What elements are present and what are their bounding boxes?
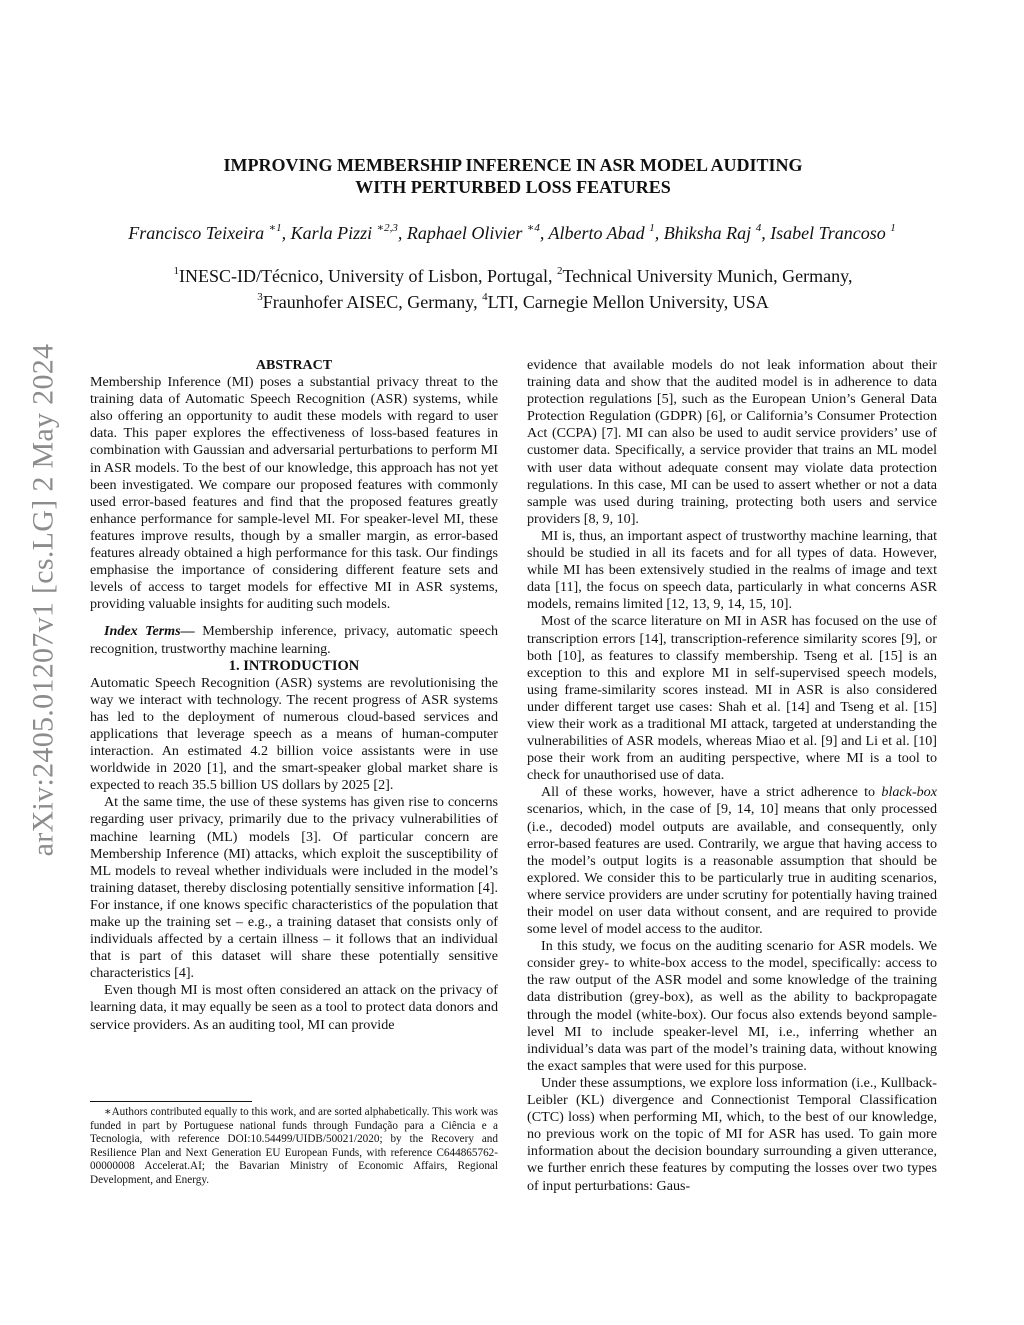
affiliation-inesc: INESC-ID/Técnico, University of Lisbon, Portugal,	[179, 266, 557, 286]
author-affiliation-marker: 1	[890, 222, 896, 234]
body-paragraph: Under these assumptions, we explore loss information (i.e., Kullback-Leibler (KL) divergence and Connectionist Temporal Classification (CTC) loss) when performing MI, which, to the best of our knowledge, no previous work on the topic of MI for ASR has used. To gain more information about the decision boundary surrounding a given utterance, we further enrich these features by computing the losses over two types of input perturbations: Gaus-	[527, 1074, 937, 1194]
arxiv-identifier-stamp	[24, 320, 62, 880]
author-name: Raphael Olivier	[406, 223, 523, 243]
body-paragraph: Most of the scarce literature on MI in ASR has focused on the use of transcription errors [14], transcription-reference similarity scores [9], or both [10], as features to classify membership. Tseng et al. [15] is an exception to this and explore MI in self-supervised speech models, using frame-similarity scores instead. MI in ASR is also considered under different target use cases: Shah et al. [14] and Tseng et al. [15] view their work as a traditional MI attack, targeted at understanding the vulnerabilities of ASR models, whereas Miao et al. [9] and Li et al. [10] pose their work from an auditing perspective, where MI is a tool to check for unauthorised use of data.	[527, 613, 937, 784]
arxiv-identifier-text: arXiv:2405.01207v1 [cs.LG] 2 May 2024	[26, 343, 60, 857]
affiliation-cmu: LTI, Carnegie Mellon University, USA	[487, 292, 769, 312]
left-column	[90, 357, 498, 1034]
author-list: Francisco Teixeira $^{∗1}$, Karla Pizzi $^{∗2,3}$, Raphael Olivier $^{∗4}$, Alberto Abad $^1$, Bhiksha Raj $^4$, Isabel Trancoso $^1$	[128, 222, 896, 243]
title-line-2: WITH PERTURBED LOSS FEATURES	[355, 177, 671, 197]
author-name: Alberto Abad	[548, 223, 645, 243]
abstract-text: Membership Inference (MI) poses a substantial privacy threat to the training data of Automatic Speech Recognition (ASR) systems, while also offering an opportunity to audit these models with regard to user data. This paper explores the effectiveness of loss-based features in combination with Gaussian and adversarial perturbations to perform MI in ASR models. To the best of our knowledge, this approach has not yet been investigated. We compare our proposed features with commonly used error-based features and find that the proposed features greatly enhance performance for sample-level MI. For speaker-level MI, these features improve results, though by a smaller margin, as error-based features already obtained a high performance for this task. Our findings emphasise the importance of considering different feature sets and levels of access to target models for effective MI in ASR systems, providing valuable insights for auditing such models.	[90, 374, 498, 613]
emphasis-text: black-box	[881, 784, 937, 801]
affiliation-marker: 3	[257, 291, 263, 303]
affiliation-marker: 2	[556, 265, 563, 277]
intro-paragraph: Even though MI is most often considered an attack on the privacy of learning data, it may equally be seen as a tool to protect data donors and service providers. As an auditing tool, MI can provide	[90, 982, 498, 1033]
affiliation-tum: Technical University Munich, Germany,	[562, 266, 853, 286]
body-paragraph: evidence that available models do not leak information about their training data and show that the audited model is in adherence to data protection regulations [5], such as the European Union’s General Data Protection Regulation (GDPR) [6], or California’s Consumer Protection Act (CCPA) [7]. MI can also be used to audit service providers’ use of customer data. Specifically, a service provider that trains an ML model with user data without adequate consent may violate data protection regulations. In this case, MI can be used to assert whether or not a data sample was used during training, protecting both users and service providers [8, 9, 10].	[527, 357, 937, 527]
body-text: All of these works, however, have a strict adherence to	[541, 784, 882, 801]
body-paragraph: In this study, we focus on the auditing scenario for ASR models. We consider grey- to white-box access to the model, specifically: access to the raw output of the ASR model and some knowledge of the training data distribution (grey-box), as well as the ability to backpropagate through the model (white-box). Our focus also extends beyond sample-level MI to include speaker-level MI, i.e., inferring whether an individual’s data was part of the model’s training data, without knowing the exact samples that were used for this purpose.	[527, 938, 937, 1074]
index-terms-text: Membership inference, privacy, automatic speech recognition, trustworthy machine learning.	[90, 623, 498, 657]
intro-paragraph: Automatic Speech Recognition (ASR) systems are revolutionising the way we interact with technology. The recent progress of ASR systems has led to the deployment of numerous cloud-based services and applications that leverage speech as a means of human-computer interaction. An estimated 4.2 billion voice assistants were in use worldwide in 2020 [1], and the smart-speaker global market share is expected to reach 35.5 billion US dollars by 2025 [2].	[90, 674, 498, 794]
affiliation-line-1	[90, 263, 936, 289]
body-text: scenarios, which, in the case of [9, 14, 10] means that only processed (i.e., decoded) model outputs are available, and consequently, only error-based features are used. Contrarily, we argue that having access to the model’s output logits is a reasonable assumption that should be explored. We consider this to be particularly true in auditing scenarios, where service providers are under scrutiny for potentially having trained their model on user data without consent, and are required to provide some level of model access to the auditor.	[527, 801, 937, 938]
paper-title	[90, 154, 936, 198]
index-terms-label: Index Terms—	[104, 623, 195, 640]
body-paragraph: MI is, thus, an important aspect of trustworthy machine learning, that should be studied in all its facets and for all types of data. However, while MI has been extensively studied in the realms of image and text data [11], the focus on speech data, particularly in what concerns ASR models, remains limited [12, 13, 9, 14, 15, 10].	[527, 527, 937, 613]
affiliation-marker: 4	[482, 291, 488, 303]
affiliation-line-2	[90, 289, 936, 315]
author-name: Bhiksha Raj	[663, 223, 752, 243]
index-terms	[90, 623, 498, 657]
right-column	[527, 357, 937, 1195]
author-affiliation-marker: ∗2,3	[376, 222, 398, 234]
footnote-divider	[90, 1101, 252, 1102]
author-affiliation-marker: 1	[649, 222, 655, 234]
author-affiliation-marker: ∗4	[526, 222, 540, 234]
section-heading-introduction: 1. INTRODUCTION	[228, 657, 360, 674]
author-affiliation-marker: 4	[755, 222, 762, 234]
title-line-1: IMPROVING MEMBERSHIP INFERENCE IN ASR MODEL AUDITING	[223, 155, 803, 175]
body-paragraph	[527, 784, 937, 938]
author-name: Francisco Teixeira	[128, 223, 265, 243]
author-name: Karla Pizzi	[290, 223, 373, 243]
affiliations	[90, 263, 936, 315]
affiliation-fraunhofer: Fraunhofer AISEC, Germany,	[262, 292, 483, 312]
author-affiliation-marker: ∗1	[268, 222, 282, 234]
intro-paragraph: At the same time, the use of these systems has given rise to concerns regarding user privacy, primarily due to the privacy vulnerabilities of machine learning (ML) models [3]. Of particular concern are Membership Inference (MI) attacks, which exploit the susceptibility of ML models to reveal whether individuals were included in the model’s training dataset, thereby disclosing potentially sensitive information [4]. For instance, if one knows specific characteristics of the population that make up the training set – e.g., a training dataset that consists only of individuals affected by a certain illness – it follows that an individual that is part of this dataset will share these potentially sensitive characteristics [4].	[90, 794, 498, 982]
footnote-text: ∗Authors contributed equally to this work, and are sorted alphabetically. This work was funded in part by Portuguese national funds through Fundação para a Ciência e a Tecnologia, with reference DOI:10.54499/UIDB/50021/2020; by the Recovery and Resilience Plan and Next Generation EU European Funds, with reference C644865762-00000008 Accelerat.AI; the Bavarian Ministry of Economic Affairs, Regional Development, and Energy.	[90, 1106, 498, 1186]
author-name: Isabel Trancoso	[770, 223, 886, 243]
affiliation-marker: 1	[173, 265, 180, 277]
abstract-heading: ABSTRACT	[255, 358, 333, 373]
footnote	[90, 1101, 498, 1188]
